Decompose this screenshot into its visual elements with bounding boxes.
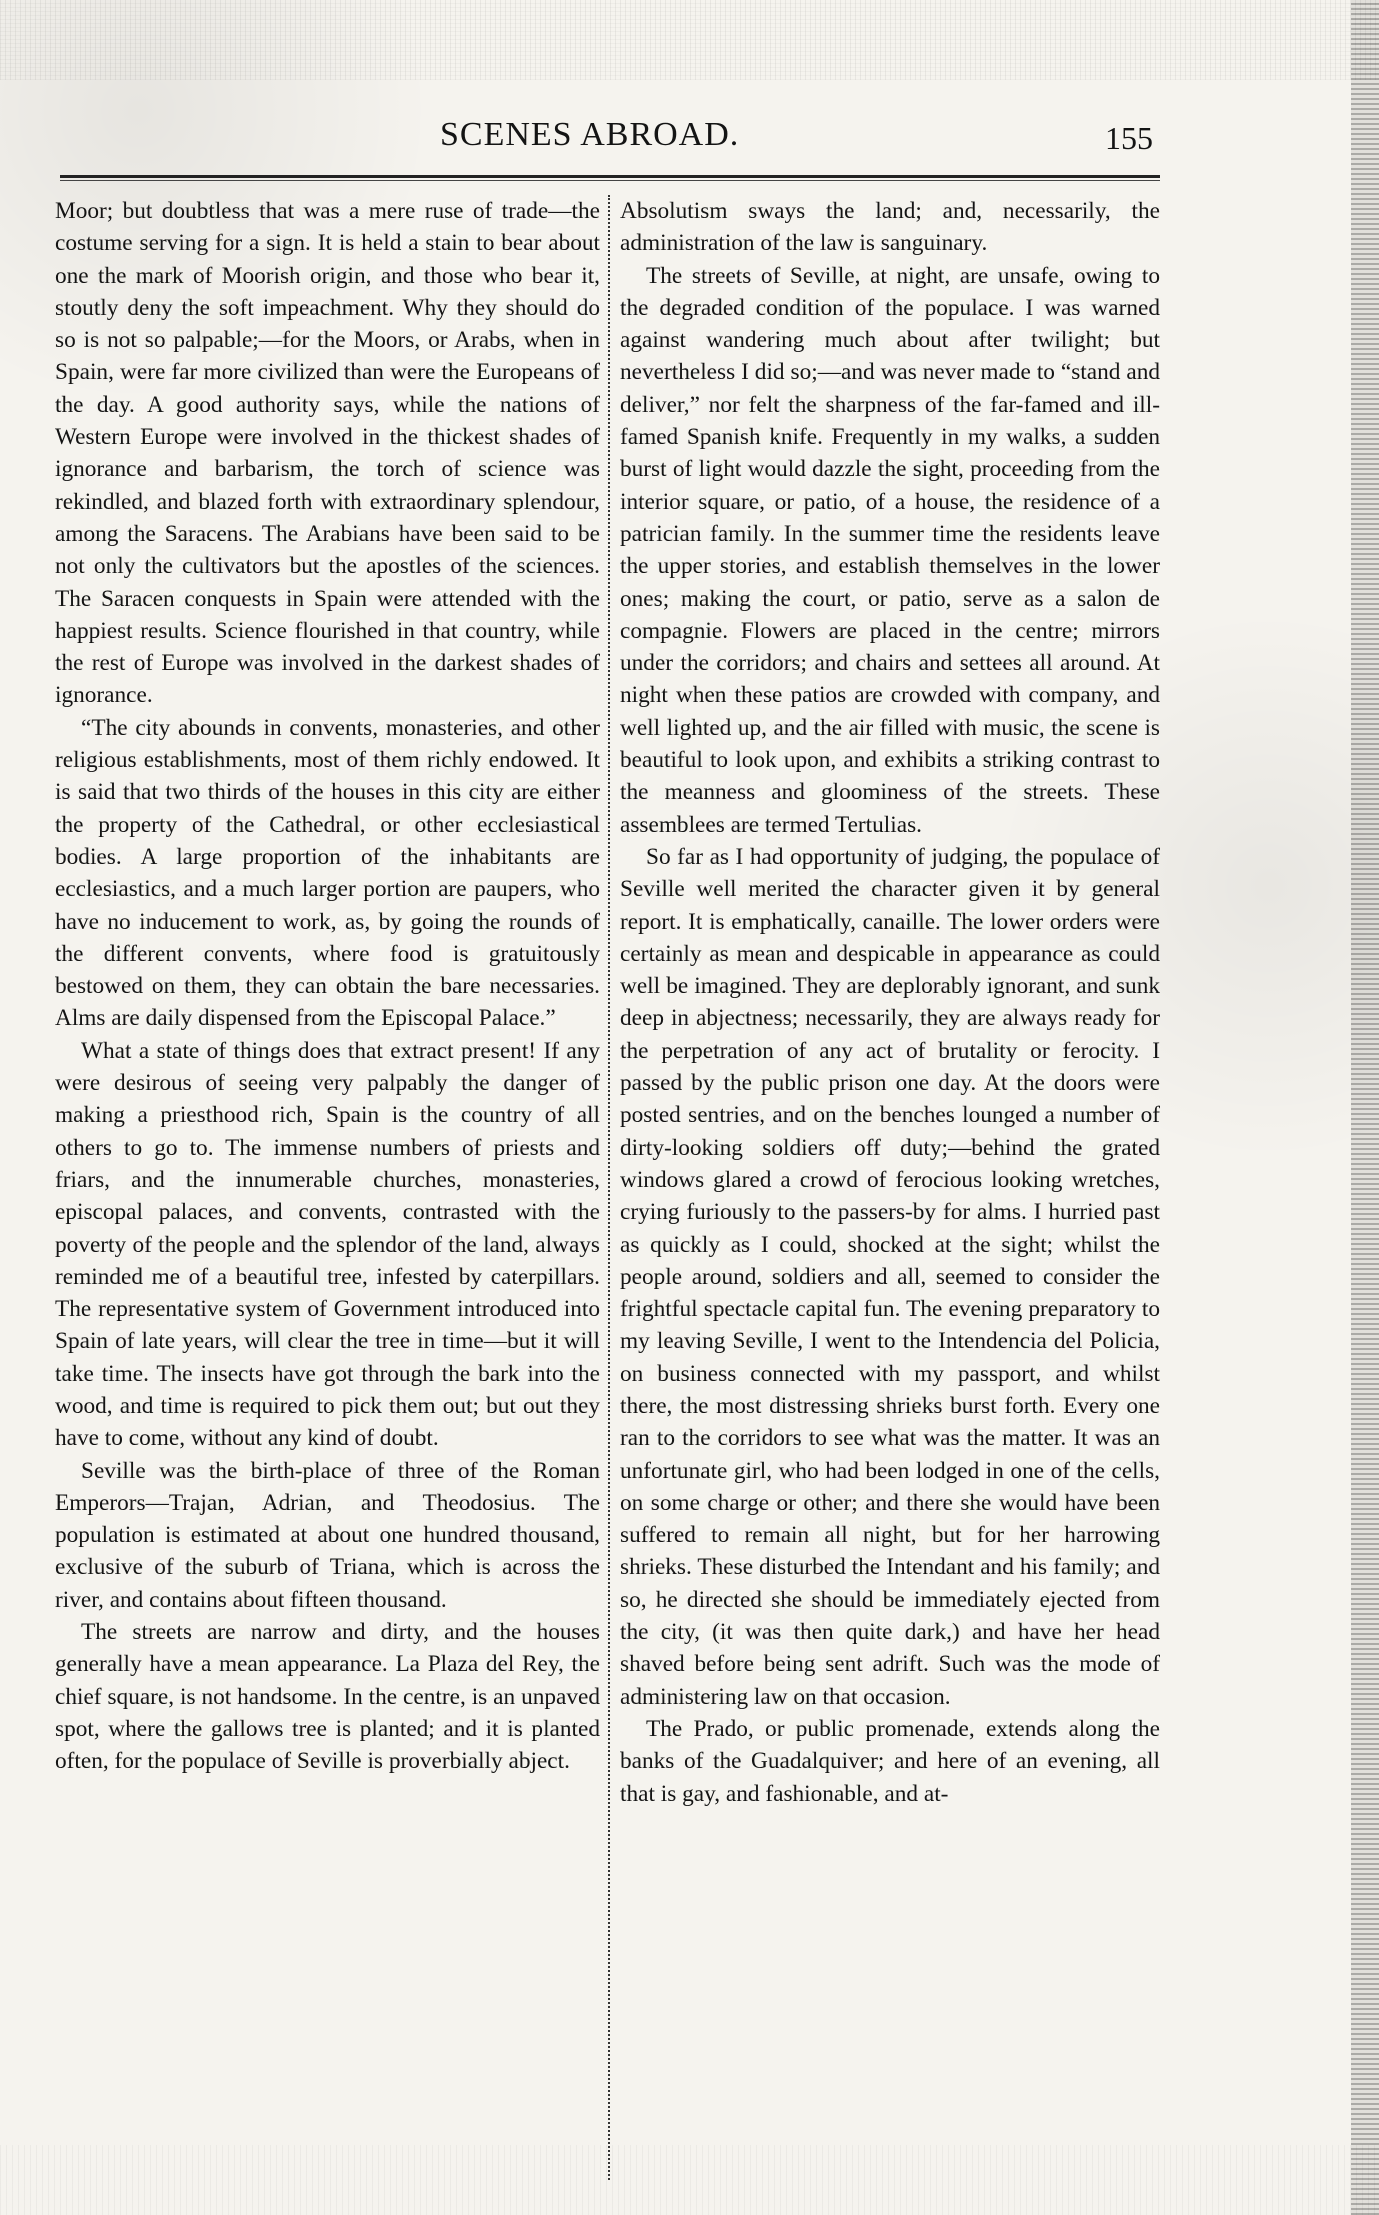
paragraph: Moor; but doubtless that was a mere ruse of trade—the costume serving for a sign. It is held a stain to bear about one the mark of Moorish origin, and those who bear it, stoutly deny the soft impeachment. Why they should do so is not so palpable;—for the Moors, or Arabs, when in Spain, were far more civilized than were the Europeans of the day. A good authority says, while the nations of Western Europe were involved in the thickest shades of ignorance and barbarism, the torch of science was rekindled, and blazed forth with extraordinary splendour, among the Saracens. The Arabians have been said to be not only the cultivators but the apostles of the sciences. The Saracen conquests in Spain were attended with the happiest results. Science flourished in that country, while the rest of Europe was involved in the darkest shades of ignorance. — [55, 198, 600, 709]
scan-noise-top — [0, 0, 1379, 80]
paragraph: Absolutism sways the land; and, necessarily, the administration of the law is sanguinary. — [620, 198, 1160, 257]
paragraph: The Prado, or public promenade, extends along the banks of the Guadalquiver; and here of an evening, all that is gay, and fashionable, and at- — [620, 1715, 1160, 1807]
paragraph: The streets of Seville, at night, are unsafe, owing to the degraded condition of the populace. I was warned against wandering much about after twilight; but nevertheless I did so;—and was never made to “stand and deliver,” nor felt the sharpness of the far-famed and ill-famed Spanish knife. Frequently in my walks, a sudden burst of light would dazzle the sight, proceeding from the interior square, or patio, of a house, the residence of a patrician family. In the summer time the residents leave the upper stories, and establish themselves in the lower ones; making the court, or patio, serve as a salon de compagnie. Flowers are placed in the centre; mirrors under the corridors; and chairs and settees all around. At night when these patios are crowded with company, and well lighted up, and the air filled with music, the scene is beautiful to look upon, and exhibits a striking contrast to the meanness and gloominess of the streets. These assemblees are termed Tertulias. — [620, 262, 1160, 838]
paragraph: “The city abounds in convents, monasteries, and other religious establishments, most of them richly endowed. It is said that two thirds of the houses in this city are either the property of the Cathedral, or other ecclesiastical bodies. A large proportion of the inhabitants are ecclesiastics, and a much larger portion are paupers, who have no inducement to work, as, by going the rounds of the different convents, where food is gratuitously bestowed on them, they can obtain the bare necessaries. Alms are daily dispensed from the Episcopal Palace.” — [55, 714, 600, 1032]
scan-edge-right — [1351, 0, 1379, 2215]
header-rule — [60, 175, 1160, 178]
page-number: 155 — [1105, 120, 1153, 156]
paragraph: Seville was the birth-place of three of the Roman Emperors—Trajan, Adrian, and Theodosius. The population is estimated at about one hundred thousand, exclusive of the suburb of Triana, which is across the river, and contains about fifteen thousand. — [55, 1457, 600, 1613]
running-title: SCENES ABROAD. — [440, 116, 740, 153]
paragraph: What a state of things does that extract present! If any were desirous of seeing very palpably the danger of making a priesthood rich, Spain is the country of all others to go to. The immense numbers of priests and friars, and the innumerable churches, monasteries, episcopal palaces, and convents, contrasted with the poverty of the people and the splendor of the land, always reminded me of a beautiful tree, infested by caterpillars. The representative system of Government introduced into Spain of late years, will clear the tree in time—but it will take time. The insects have got through the bark into the wood, and time is required to pick them out; but out they have to come, without any kind of doubt. — [55, 1037, 600, 1452]
column-divider — [608, 195, 610, 2180]
page-header — [60, 110, 1160, 170]
right-column — [620, 195, 1160, 2180]
left-column — [55, 195, 600, 2180]
paragraph: So far as I had opportunity of judging, the populace of Seville well merited the character given it by general report. It is emphatically, canaille. The lower orders were certainly as mean and despicable in appearance as could well be imagined. They are deplorably ignorant, and sunk deep in abjectness; necessarily, they are always ready for the perpetration of any act of brutality or ferocity. I passed by the public prison one day. At the doors were posted sentries, and on the benches lounged a number of dirty-looking soldiers off duty;—behind the grated windows glared a crowd of ferocious looking wretches, crying furiously to the passers-by for alms. I hurried past as quickly as I could, shocked at the sight; whilst the people around, soldiers and all, seemed to consider the frightful spectacle capital fun. The evening preparatory to my leaving Seville, I went to the Intendencia del Policia, on business connected with my passport, and whilst there, the most distressing shrieks burst forth. Every one ran to the corridors to see what was the matter. It was an unfortunate girl, who had been lodged in one of the cells, on some charge or other; and there she would have been suffered to remain all night, but for her harrowing shrieks. These disturbed the Intendant and his family; and so, he directed she should be immediately ejected from the city, (it was then quite dark,) and have her head shaved before being sent adrift. Such was the mode of administering law on that occasion. — [620, 843, 1160, 1710]
paragraph: The streets are narrow and dirty, and the houses generally have a mean appearance. La Plaza del Rey, the chief square, is not handsome. In the centre, is an unpaved spot, where the gallows tree is planted; and it is planted often, for the populace of Seville is proverbially abject. — [55, 1619, 600, 1775]
header-rule-thin — [60, 180, 1160, 181]
